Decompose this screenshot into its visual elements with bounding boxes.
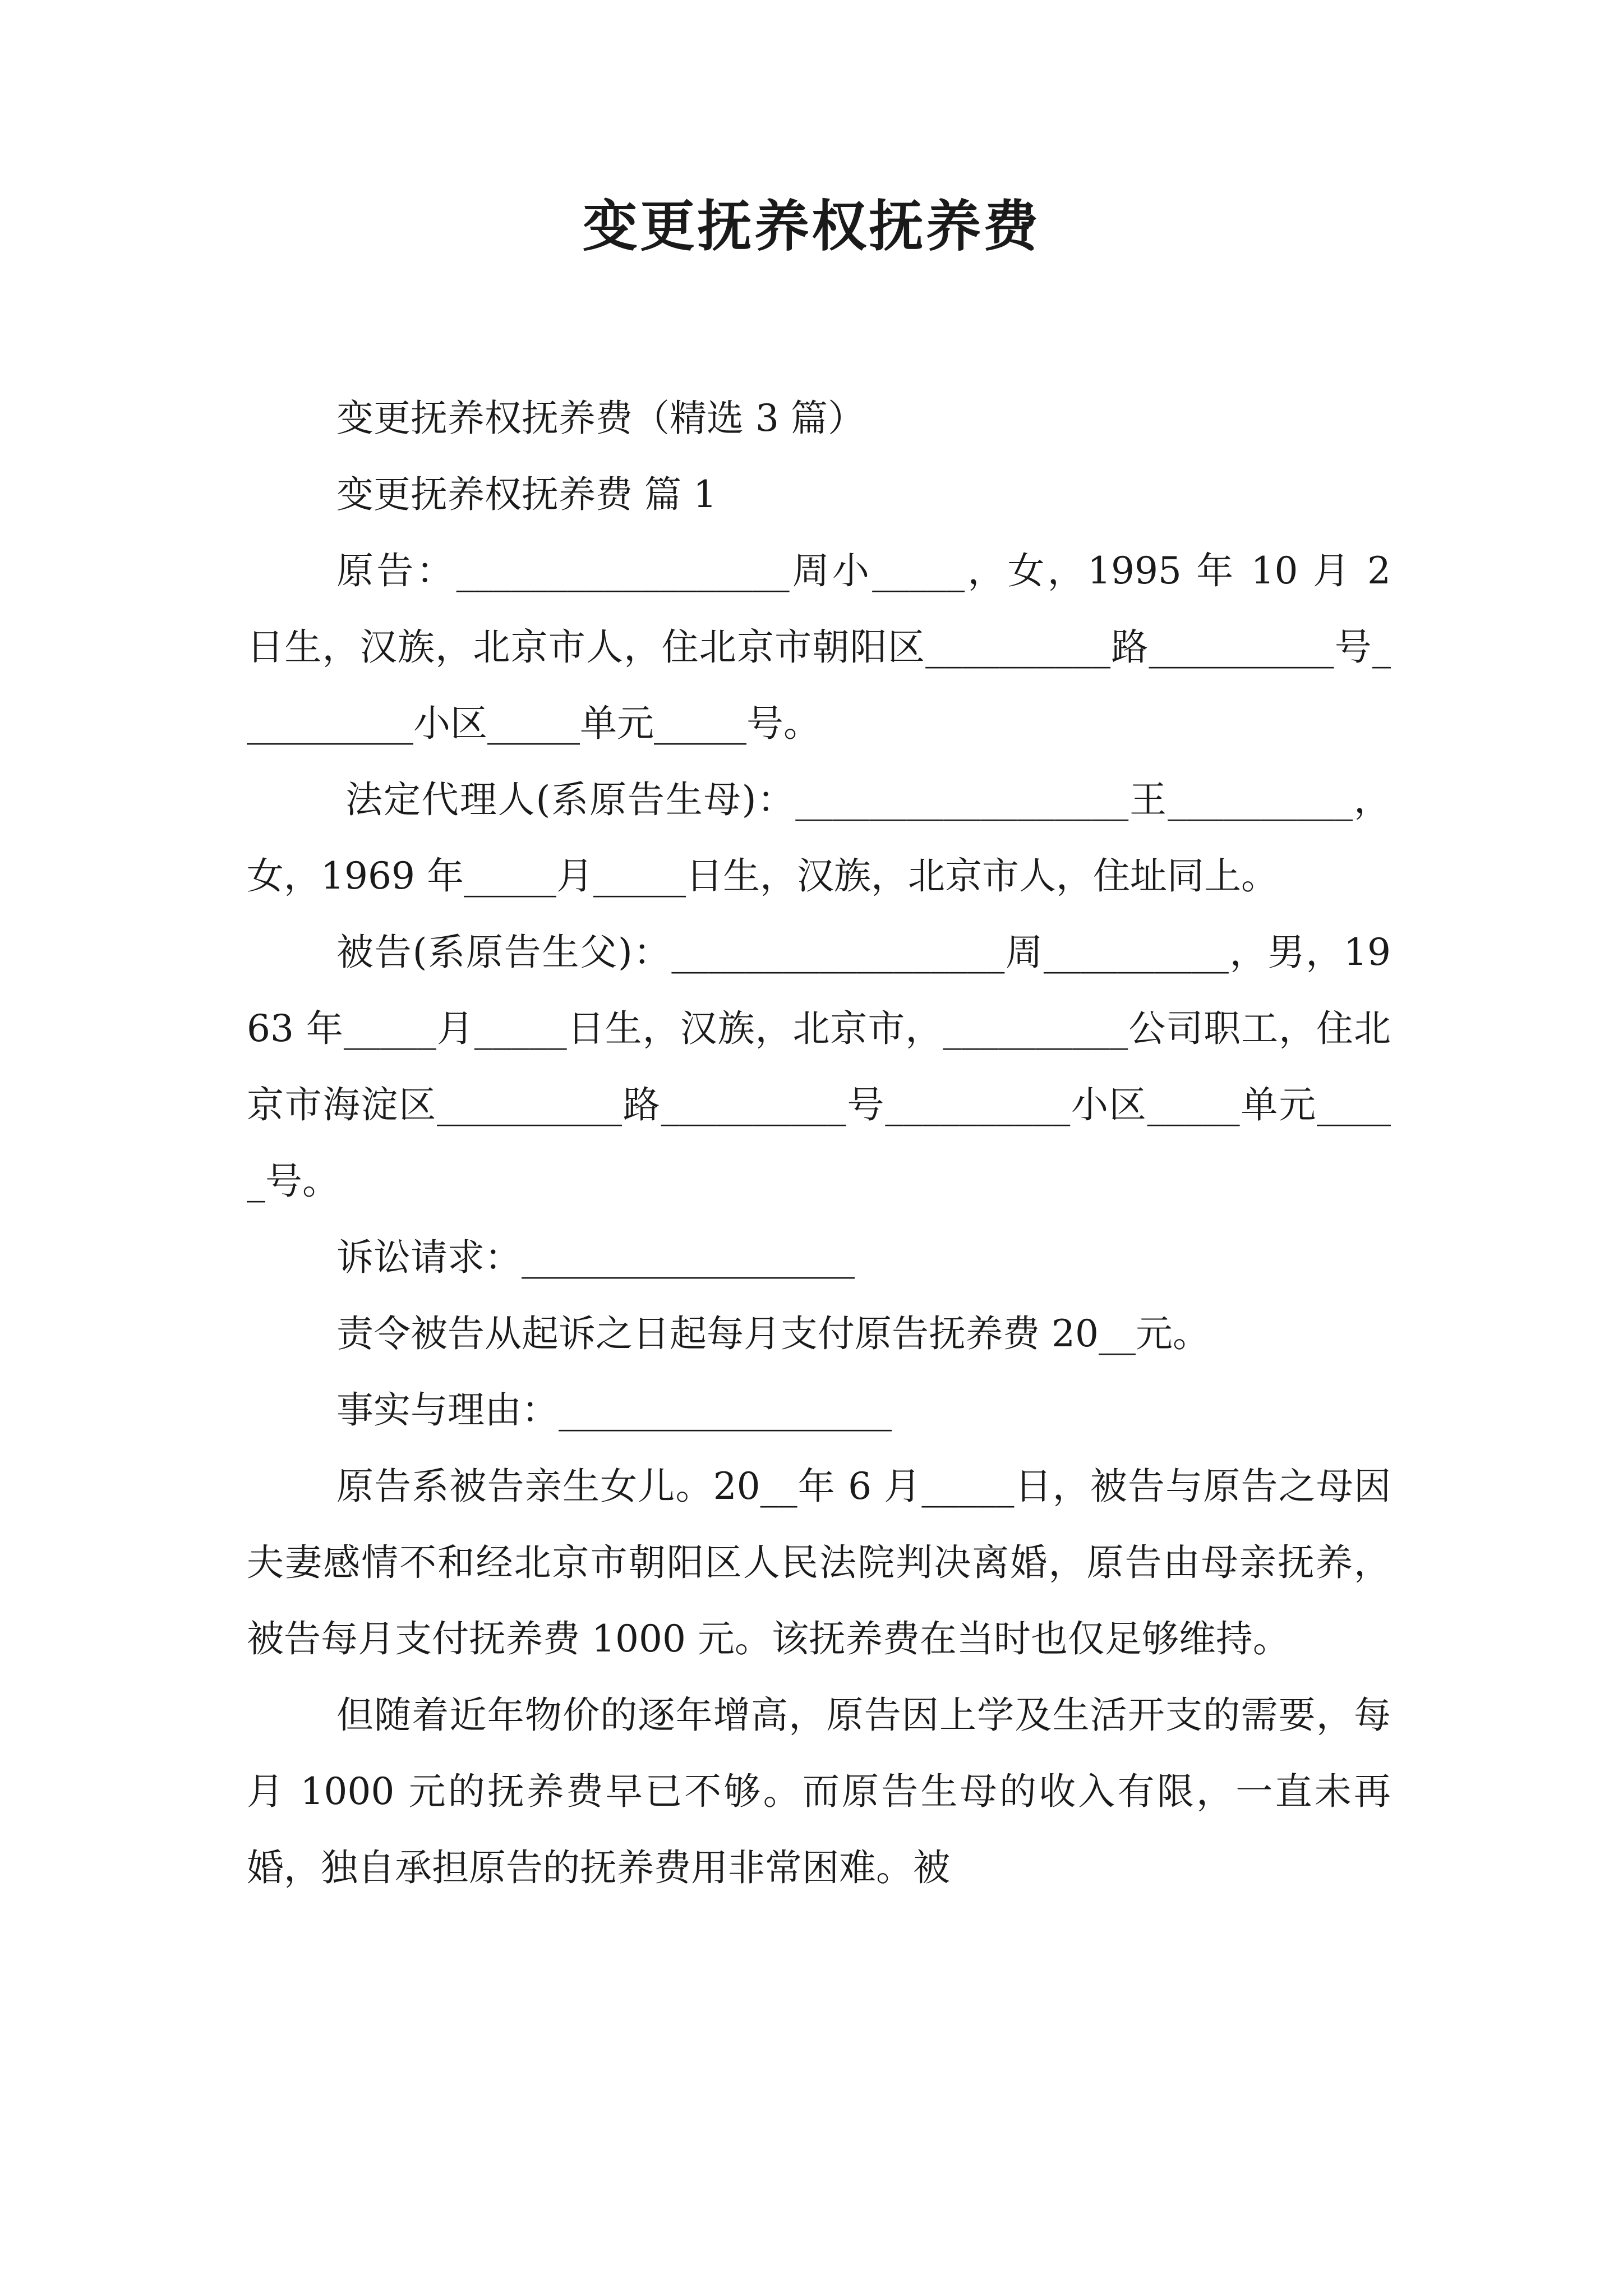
paragraph-legal-representative: 法定代理人(系原告生母)：__________________王__________，女，1969 年_____月_____日生，汉族，北京市人，住址同上。	[247, 778, 1391, 898]
paragraph-claims-heading: 诉讼请求：__________________	[336, 1236, 855, 1279]
document-body	[247, 380, 1391, 1906]
document-title: 变更抚养权抚养费	[582, 194, 1040, 259]
paragraph-facts-heading: 事实与理由：__________________	[336, 1388, 892, 1432]
paragraph-claim: 责令被告从起诉之日起每月支付原告抚养费 20__元。	[336, 1312, 1210, 1355]
paragraph-facts: 原告系被告亲生女儿。20__年 6 月_____日，被告与原告之母因夫妻感情不和经北京市朝阳区人民法院判决离婚，原告由母亲抚养，被告每月支付抚养费 1000 元。该抚养费在当时也仅足够维持。	[247, 1465, 1391, 1660]
paragraph-defendant: 被告(系原告生父)：__________________周__________，男，1963 年_____月_____日生，汉族，北京市，__________公司职工，住北京市海淀区__________路__________号__________小区_____单元_____号。	[247, 931, 1391, 1203]
paragraph-plaintiff: 原告：__________________周小_____，女，1995 年 10 月 2 日生，汉族，北京市人，住北京市朝阳区__________路__________号__________小区_____单元_____号。	[247, 549, 1391, 745]
paragraph-part-heading: 变更抚养权抚养费 篇 1	[336, 473, 717, 516]
paragraph-reasons: 但随着近年物价的逐年增高，原告因上学及生活开支的需要，每月 1000 元的抚养费早已不够。而原告生母的收入有限，一直未再婚，独自承担原告的抚养费用非常困难。被	[247, 1694, 1391, 1889]
paragraph-collection-heading: 变更抚养权抚养费（精选 3 篇）	[336, 397, 865, 440]
